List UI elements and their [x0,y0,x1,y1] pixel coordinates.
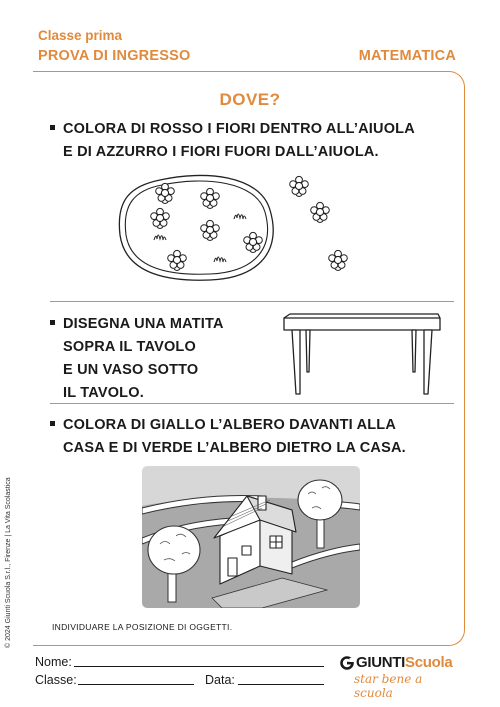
bullet-icon [50,421,55,426]
flower-inside-4 [201,220,220,240]
date-field[interactable] [238,684,324,685]
house-trees-illustration [142,466,360,608]
divider-1 [50,301,454,302]
divider-2 [50,403,454,404]
date-label: Data: [205,673,235,687]
flower-outside-3 [329,250,348,270]
name-label: Nome: [35,655,72,669]
class-field[interactable] [78,684,194,685]
table-illustration [278,310,450,400]
exercise-1-line-2: E DI AZZURRO I FIORI FUORI DALL’AIUOLA. [63,144,379,160]
worksheet-title: DOVE? [219,90,281,109]
flower-outside-1 [290,176,309,196]
class-label: Classe prima [38,28,123,43]
exercise-3-line-1: COLORA DI GIALLO L’ALBERO DAVANTI ALLA [63,417,397,433]
exercise-1-line-1: COLORA DI ROSSO I FIORI DENTRO ALL’AIUOLA [63,121,415,137]
bullet-icon [50,125,55,130]
copyright-notice [2,470,14,650]
exercise-2-line-4: IL TAVOLO. [63,385,144,401]
class-field-label: Classe: [35,673,77,687]
logo-brand-suffix: Scuola [405,654,453,671]
copyright-text: © 2024 Giunti Scuola S.r.l., Firenze | La Vita Scolastica [5,477,12,648]
flower-inside-1 [156,183,175,203]
flower-outside-2 [311,202,330,222]
exercise-2-line-1: DISEGNA UNA MATITA [63,316,224,332]
logo-tagline: star bene a scuola [354,672,423,700]
flower-inside-6 [168,250,187,270]
bullet-icon [50,320,55,325]
name-field[interactable] [74,666,324,667]
exercise-2-instruction [50,313,224,405]
test-title: PROVA DI INGRESSO [38,48,191,64]
exercise-3-line-2: CASA E DI VERDE L’ALBERO DIETRO LA CASA. [63,440,406,456]
subject-label: MATEMATICA [358,48,456,64]
learning-objective: INDIVIDUARE LA POSIZIONE DI OGGETTI. [52,622,233,632]
flower-inside-3 [151,208,170,228]
flower-inside-5 [244,232,263,252]
exercise-3-instruction [50,414,406,460]
exercise-1-instruction [50,118,415,164]
logo-brand: GIUNTI [356,654,406,671]
flower-inside-2 [201,188,220,208]
giunti-logo-icon [340,656,354,670]
exercise-2-line-2: SOPRA IL TAVOLO [63,339,196,355]
giunti-scuola-logo [340,654,460,700]
flowerbed-illustration [110,170,370,290]
exercise-2-line-3: E UN VASO SOTTO [63,362,199,378]
